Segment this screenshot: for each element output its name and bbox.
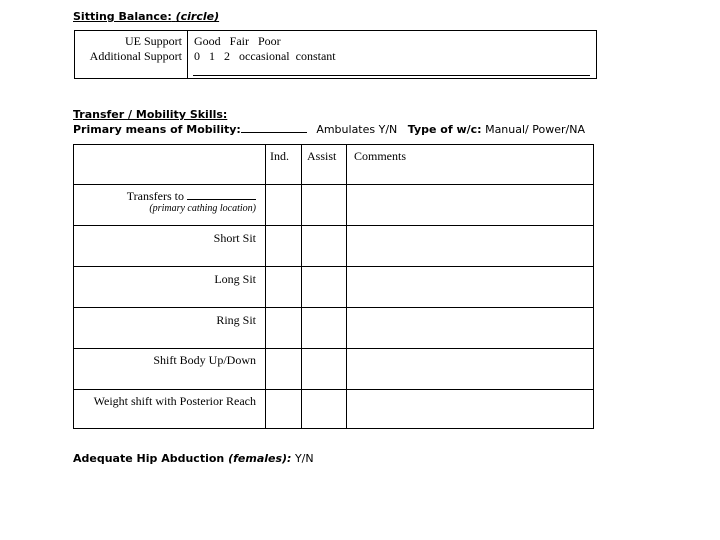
table-hline xyxy=(74,307,593,308)
row-label-shift-body: Shift Body Up/Down xyxy=(153,353,256,367)
table-vline xyxy=(265,145,266,428)
column-divider xyxy=(187,31,188,78)
hip-abduction-line xyxy=(73,452,314,465)
primary-mobility-label: Primary means of Mobility: xyxy=(73,123,241,136)
ue-support-label: UE Support xyxy=(125,34,182,48)
table-hline xyxy=(74,184,593,185)
column-header-assist: Assist xyxy=(307,149,337,163)
additional-support-options[interactable]: 0 1 2 occasional constant xyxy=(194,49,336,63)
sitting-balance-box xyxy=(74,30,597,79)
row-label-weight-shift: Weight shift with Posterior Reach xyxy=(93,394,256,408)
ue-support-options[interactable]: Good Fair Poor xyxy=(194,34,281,48)
wc-type-label: Type of w/c: xyxy=(407,123,482,136)
wc-type-options[interactable]: Manual/ Power/NA xyxy=(485,123,585,136)
table-vline xyxy=(301,145,302,428)
write-in-line[interactable] xyxy=(193,75,590,76)
sitting-balance-heading: Sitting Balance: (circle) xyxy=(73,10,220,23)
table-vline xyxy=(346,145,347,428)
transfers-location-blank[interactable] xyxy=(187,190,256,200)
column-header-comments: Comments xyxy=(354,149,407,163)
column-header-ind: Ind. xyxy=(270,149,289,163)
row-label-long-sit: Long Sit xyxy=(214,272,256,286)
table-hline xyxy=(74,348,593,349)
primary-mobility-blank[interactable] xyxy=(241,122,307,133)
row-label-ring-sit: Ring Sit xyxy=(216,313,256,327)
hip-abduction-label: Adequate Hip Abduction (females): xyxy=(73,452,292,465)
table-hline xyxy=(74,225,593,226)
transfer-table xyxy=(73,144,594,429)
ambulates-field[interactable]: Ambulates Y/N xyxy=(316,123,398,136)
table-hline xyxy=(74,389,593,390)
row-label-transfers: Transfers to xyxy=(127,189,256,204)
transfer-mobility-heading: Transfer / Mobility Skills: xyxy=(73,108,228,121)
mobility-line xyxy=(73,122,585,136)
table-hline xyxy=(74,266,593,267)
row-sublabel-cathing-location: (primary cathing location) xyxy=(149,203,256,214)
additional-support-label: Additional Support xyxy=(89,49,182,63)
row-label-short-sit: Short Sit xyxy=(213,231,256,245)
hip-abduction-value[interactable]: Y/N xyxy=(294,452,314,465)
